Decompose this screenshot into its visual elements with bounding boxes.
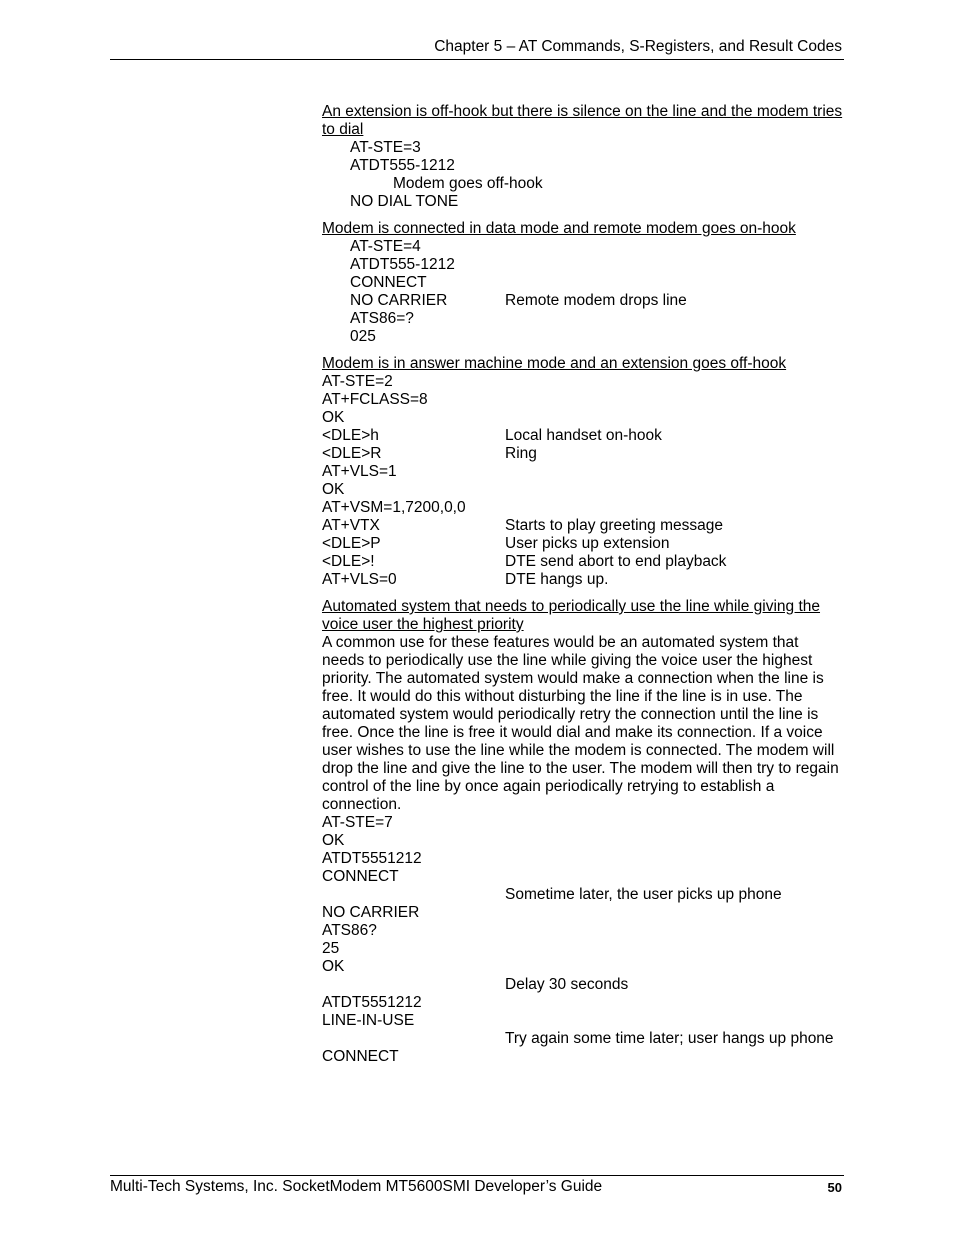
- command-text: ATS86?: [322, 922, 377, 939]
- code-line: [322, 994, 844, 1012]
- command-text: AT+VTX: [322, 517, 380, 534]
- code-line: [322, 517, 844, 535]
- code-line: [322, 328, 844, 346]
- command-text: OK: [322, 481, 345, 498]
- command-text: ATDT5551212: [322, 994, 422, 1011]
- code-line: [322, 958, 844, 976]
- code-line: [322, 922, 844, 940]
- code-line: [322, 256, 844, 274]
- code-line: [322, 310, 844, 328]
- code-line: [322, 832, 844, 850]
- code-line: [322, 481, 844, 499]
- code-line: [322, 940, 844, 958]
- code-line: [322, 139, 844, 157]
- command-text: OK: [322, 958, 345, 975]
- note-text: Local handset on-hook: [505, 427, 662, 444]
- command-text: AT+VLS=1: [322, 463, 397, 480]
- command-text: <DLE>!: [322, 553, 375, 570]
- note-text: Sometime later, the user picks up phone: [505, 886, 782, 903]
- code-line: [322, 814, 844, 832]
- command-text: OK: [322, 832, 345, 849]
- command-text: AT-STE=4: [350, 238, 421, 255]
- code-line: [322, 157, 844, 175]
- code-line: [322, 1048, 844, 1066]
- code-line: [322, 571, 844, 589]
- code-line: [322, 1030, 844, 1048]
- code-line: [322, 373, 844, 391]
- command-text: LINE-IN-USE: [322, 1012, 415, 1029]
- code-line: [322, 193, 844, 211]
- command-text: NO CARRIER: [322, 904, 420, 921]
- code-line: [322, 499, 844, 517]
- code-line: [322, 274, 844, 292]
- code-line: [322, 553, 844, 571]
- note-text: Ring: [505, 445, 537, 462]
- command-text: <DLE>h: [322, 427, 379, 444]
- code-line: [322, 238, 844, 256]
- command-text: AT-STE=3: [350, 139, 421, 156]
- section-title: Automated system that needs to periodically use the line while giving the voice user the highest priority: [322, 598, 821, 633]
- command-text: ATS86=?: [350, 310, 414, 327]
- command-text: 25: [322, 940, 340, 957]
- code-line: [322, 535, 844, 553]
- note-text: Remote modem drops line: [505, 292, 687, 309]
- command-text: ATDT5551212: [322, 850, 422, 867]
- body-paragraph: A common use for these features would be an automated system that needs to periodically use the line while giving the voice user the highest priority. The automated system would make a connection when the line is free. It would do this without disturbing the line if the line is in use. The automated system would periodically retry the connection until the line is free. Once the line is free it would dial and make its connection. If a voice user wishes to use the line while the modem is connected. The modem will drop the line and give the line to the user. The modem will then try to regain control of the line by once again periodically retrying to establish a connection.: [322, 634, 839, 813]
- header-rule: [110, 59, 844, 60]
- code-line: [322, 292, 844, 310]
- code-line: [322, 976, 844, 994]
- note-text: DTE hangs up.: [505, 571, 609, 588]
- code-line: [322, 391, 844, 409]
- code-line: [322, 409, 844, 427]
- code-line: [322, 463, 844, 481]
- command-text: AT+FCLASS=8: [322, 391, 428, 408]
- code-line: [322, 868, 844, 886]
- code-line: [322, 1012, 844, 1030]
- note-text: Try again some time later; user hangs up phone: [505, 1030, 834, 1047]
- section-title: Modem is connected in data mode and remote modem goes on-hook: [322, 220, 796, 237]
- code-line: [322, 175, 844, 193]
- section-title: An extension is off-hook but there is silence on the line and the modem tries to dial: [322, 103, 843, 138]
- command-text: AT+VSM=1,7200,0,0: [322, 499, 466, 516]
- command-text: ATDT555-1212: [350, 157, 455, 174]
- note-text: Delay 30 seconds: [505, 976, 629, 993]
- footer-rule: [110, 1175, 844, 1176]
- command-text: 025: [350, 328, 376, 345]
- note-text: User picks up extension: [505, 535, 670, 552]
- code-line: [322, 850, 844, 868]
- command-text: NO DIAL TONE: [350, 193, 459, 210]
- command-text: <DLE>R: [322, 445, 382, 462]
- page-content: [322, 103, 844, 1075]
- page-number: 50: [827, 1180, 842, 1195]
- command-text: AT+VLS=0: [322, 571, 397, 588]
- command-text: AT-STE=7: [322, 814, 393, 831]
- command-text: <DLE>P: [322, 535, 381, 552]
- command-text: CONNECT: [322, 868, 399, 885]
- command-text: OK: [322, 409, 345, 426]
- note-text: DTE send abort to end playback: [505, 553, 727, 570]
- section-automated-system: [322, 598, 844, 1066]
- footer-title: Multi-Tech Systems, Inc. SocketModem MT5600SMI Developer’s Guide: [110, 1178, 603, 1195]
- code-line: [322, 427, 844, 445]
- command-text: Modem goes off-hook: [393, 175, 543, 192]
- section-answer-machine: [322, 355, 844, 589]
- code-line: [322, 904, 844, 922]
- page-header: Chapter 5 – AT Commands, S-Registers, and Result Codes: [434, 38, 842, 55]
- command-text: CONNECT: [322, 1048, 399, 1065]
- section-title: Modem is in answer machine mode and an extension goes off-hook: [322, 355, 787, 372]
- command-text: ATDT555-1212: [350, 256, 455, 273]
- section-remote-on-hook: [322, 220, 844, 346]
- code-line: [322, 886, 844, 904]
- command-text: CONNECT: [350, 274, 427, 291]
- note-text: Starts to play greeting message: [505, 517, 723, 534]
- section-silence-on-line: [322, 103, 844, 211]
- command-text: NO CARRIER: [350, 292, 448, 309]
- code-line: [322, 445, 844, 463]
- command-text: AT-STE=2: [322, 373, 393, 390]
